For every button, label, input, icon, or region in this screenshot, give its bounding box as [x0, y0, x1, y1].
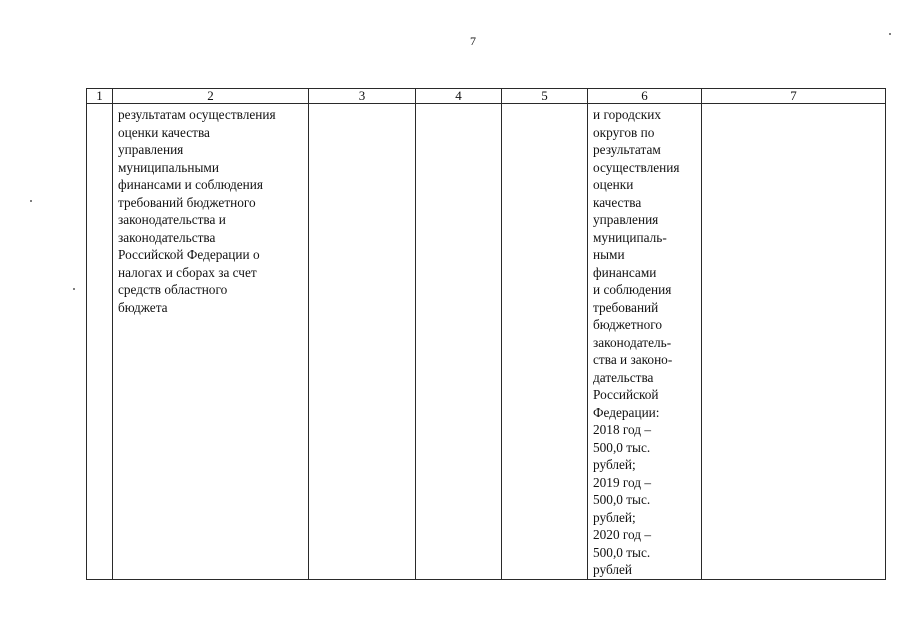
cell-text-col7: [702, 104, 885, 106]
scan-speck: [30, 200, 32, 202]
cell-text-col4: [416, 104, 501, 106]
column-header-4: 4: [416, 89, 502, 104]
column-header-3: 3: [309, 89, 416, 104]
cell-text-col1: [87, 104, 112, 106]
page-number: 7: [470, 34, 476, 48]
document-table: [86, 88, 886, 580]
table-row: [87, 104, 886, 580]
table-cell-col1: [87, 104, 113, 580]
column-header-7: 7: [702, 89, 886, 104]
column-header-2: 2: [113, 89, 309, 104]
table-cell-col3: [309, 104, 416, 580]
cell-text-col6: и городских округов по результатам осуществления оценки качества управления муниципаль- ными финансами и соблюдения требований бюджетного законодатель- ства и законо- дательства Российской Федерации: 2018 год – 500,0 тыс. рублей; 2019 год – 500,0 тыс. рублей; 2020 год – 500,0 тыс. рублей: [593, 107, 680, 577]
table-header-row: [87, 89, 886, 104]
column-header-6: 6: [588, 89, 702, 104]
table-cell-col2: [113, 104, 309, 580]
scan-speck: [889, 33, 891, 35]
table-cell-col7: [702, 104, 886, 580]
table-cell-col4: [416, 104, 502, 580]
table-cell-col5: [502, 104, 588, 580]
column-header-5: 5: [502, 89, 588, 104]
cell-text-col2: результатам осуществления оценки качества управления муниципальными финансами и соблюдения требований бюджетного законодательства и законодательства Российской Федерации о налогах и сборах за счет средств областного бюджета: [118, 107, 276, 315]
cell-text-col5: [502, 104, 587, 106]
scan-speck: [73, 288, 75, 290]
table-cell-col6: [588, 104, 702, 580]
column-header-1: 1: [87, 89, 113, 104]
cell-text-col3: [309, 104, 415, 106]
